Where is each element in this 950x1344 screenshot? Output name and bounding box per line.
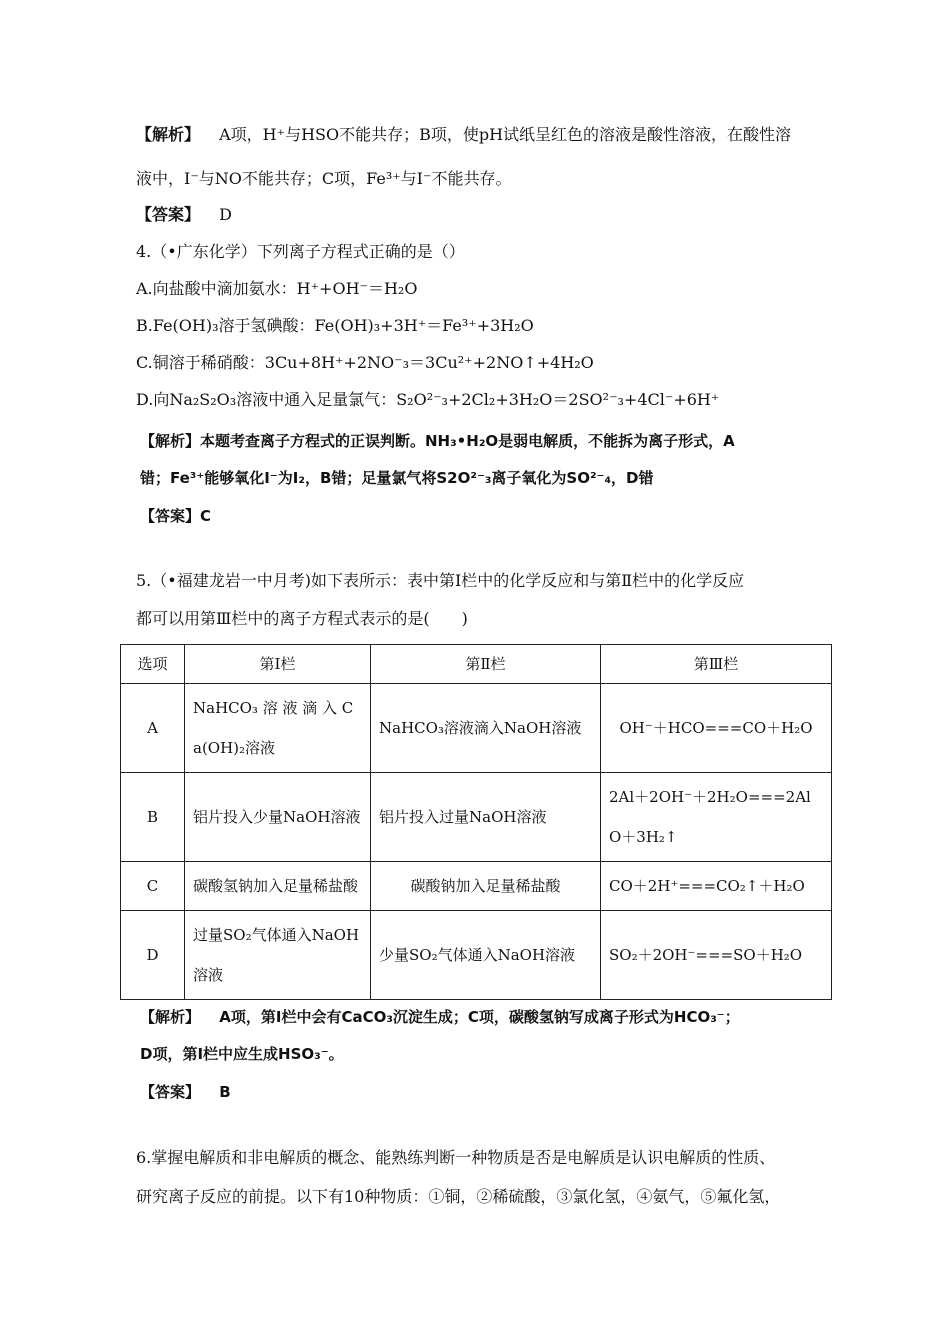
header-col2: 第Ⅱ栏 [371,645,601,684]
row-c-option: C [121,862,185,911]
q4-option-c: C.铜溶于稀硝酸：3Cu+8H⁺+2NO⁻₃＝3Cu²⁺+2NO↑+4H₂O [136,353,594,372]
row-b-col3: 2Al＋2OH⁻＋2H₂O===2AlO＋3H₂↑ [601,773,832,862]
q3-analysis-line1 [136,124,791,146]
q4-answer: 【答案】C [140,507,212,525]
q6-line1: 6.掌握电解质和非电解质的概念、能熟练判断一种物质是否是电解质是认识电解质的性质、 [136,1148,776,1167]
row-a-col3: OH⁻＋HCO===CO＋H₂O [601,684,832,773]
q3-answer-line [136,204,232,226]
q5-stem-line1: 5.（•福建龙岩一中月考)如下表所示：表中第Ⅰ栏中的化学反应和与第Ⅱ栏中的化学反应 [136,571,745,590]
q5-analysis-line2: D项，第Ⅰ栏中应生成HSO₃⁻。 [140,1045,344,1063]
q4-option-b: B.Fe(OH)₃溶于氢碘酸：Fe(OH)₃+3H⁺＝Fe³⁺+3H₂O [136,316,534,335]
q6-line2: 研究离子反应的前提。以下有10种物质：①铜，②稀硫酸，③氯化氢，④氨气，⑤氟化氢， [136,1187,781,1206]
q3-answer-label: 【答案】 [136,205,201,224]
q4-stem: 4.（•广东化学）下列离子方程式正确的是（） [136,242,465,261]
q5-stem-line2: 都可以用第Ⅲ栏中的离子方程式表示的是( ) [136,609,468,628]
table-row [121,684,832,773]
row-b-col2: 铝片投入过量NaOH溶液 [371,773,601,862]
q3-answer-value: D [219,205,232,224]
row-c-col2: 碳酸钠加入足量稀盐酸 [371,862,601,911]
q3-analysis-line2: 液中，I⁻与NO不能共存；C项，Fe³⁺与I⁻不能共存。 [136,169,512,188]
q5-answer-label: 【答案】 [140,1083,201,1101]
row-a-col2: NaHCO₃溶液滴入NaOH溶液 [371,684,601,773]
row-a-option: A [121,684,185,773]
q5-analysis-line1 [140,1006,740,1028]
row-c-col1: 碳酸氢钠加入足量稀盐酸 [185,862,371,911]
q5-analysis-label: 【解析】 [140,1008,201,1026]
q4-option-d: D.向Na₂S₂O₃溶液中通入足量氯气：S₂O²⁻₃+2Cl₂+3H₂O＝2SO²⁻₃+4Cl⁻+6H⁺ [136,390,720,409]
header-option: 选项 [121,645,185,684]
row-b-option: B [121,773,185,862]
table-row [121,773,832,862]
row-d-option: D [121,911,185,1000]
row-d-col2: 少量SO₂气体通入NaOH溶液 [371,911,601,1000]
q4-analysis-line2: 错；Fe³⁺能够氧化I⁻为I₂，B错；足量氯气将S2O²⁻₃离子氧化为SO²⁻₄，D错 [140,469,654,487]
header-col3: 第Ⅲ栏 [601,645,832,684]
q3-analysis-label: 【解析】 [136,125,201,144]
table-header-row [121,645,832,684]
q4-option-a: A.向盐酸中滴加氨水：H⁺+OH⁻＝H₂O [136,279,418,298]
row-c-col3: CO＋2H⁺===CO₂↑＋H₂O [601,862,832,911]
q5-answer-value: B [219,1083,231,1101]
row-b-col1: 铝片投入少量NaOH溶液 [185,773,371,862]
row-d-col3: SO₂＋2OH⁻===SO＋H₂O [601,911,832,1000]
table-row [121,911,832,1000]
q4-analysis-line1: 【解析】本题考查离子方程式的正误判断。NH₃•H₂O是弱电解质，不能拆为离子形式，A [140,432,735,450]
table-row [121,862,832,911]
header-col1: 第Ⅰ栏 [185,645,371,684]
q3-analysis-text1: A项，H⁺与HSO不能共存；B项，使pH试纸呈红色的溶液是酸性溶液，在酸性溶 [219,125,792,144]
q5-table [120,644,832,1000]
q5-answer-line [140,1081,231,1103]
q5-analysis-text1: A项，第Ⅰ栏中会有CaCO₃沉淀生成；C项，碳酸氢钠写成离子形式为HCO₃⁻； [219,1008,740,1026]
row-d-col1: 过量SO₂气体通入NaOH溶液 [185,911,371,1000]
row-a-col1: NaHCO₃ 溶 液 滴 入 Ca(OH)₂溶液 [185,684,371,773]
